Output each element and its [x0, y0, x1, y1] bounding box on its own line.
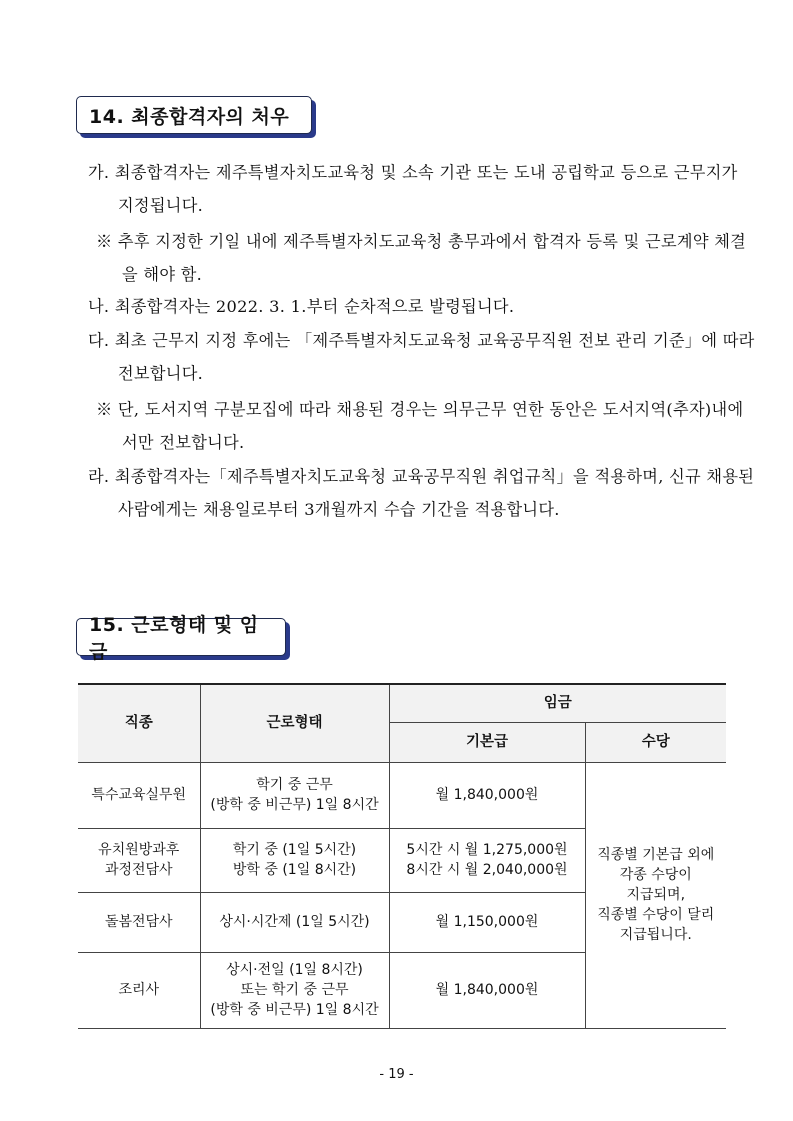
cell-text: 과정전담사	[104, 862, 173, 878]
cell-text: 조리사	[118, 982, 160, 998]
cell-text: 상시·전일 (1일 8시간)	[226, 962, 363, 978]
item-ra: 라. 최종합격자는「제주특별자치도교육청 교육공무직원 취업규칙」을 적용하며, 신규 채용된 사람에게는 채용일로부터 3개월까지 수습 기간을 적용합니다.	[88, 467, 755, 519]
cell-text: 월 1,840,000원	[435, 982, 539, 998]
cell-text: 직종별 수당이 달리	[597, 907, 715, 923]
cell-text: 유치원방과후	[98, 842, 180, 858]
cell-text: 월 1,840,000원	[435, 787, 539, 803]
job-cell	[78, 952, 200, 1028]
cell-text: 학기 중 근무	[256, 777, 333, 793]
pay-cell	[389, 892, 585, 952]
cell-text: 학기 중 (1일 5시간)	[232, 842, 357, 858]
table-row	[78, 762, 726, 828]
cell-text: 5시간 시 월 1,275,000원	[406, 842, 568, 858]
allowance-cell	[585, 762, 726, 1028]
job-cell	[78, 762, 200, 828]
job-cell	[78, 828, 200, 892]
pay-cell	[389, 952, 585, 1028]
cell-text: 월 1,150,000원	[435, 914, 539, 930]
note-registration: ※ 추후 지정한 기일 내에 제주특별자치도교육청 총무과에서 합격자 등록 및 근로계약 체결을 해야 함.	[96, 232, 747, 284]
cell-text: 방학 중 (1일 8시간)	[232, 862, 357, 878]
pay-cell	[389, 828, 585, 892]
cell-text: 돌봄전담사	[104, 914, 173, 930]
item-da: 다. 최초 근무지 지정 후에는 「제주특별자치도교육청 교육공무직원 전보 관리 기준」에 따라 전보합니다.	[88, 331, 755, 383]
cell-text: 지급됩니다.	[619, 927, 692, 943]
wage-table	[78, 683, 726, 1029]
cell-text: 상시·시간제 (1일 5시간)	[219, 914, 370, 930]
job-cell	[78, 892, 200, 952]
note-island-transfer: ※ 단, 도서지역 구분모집에 따라 채용된 경우는 의무근무 연한 동안은 도서지역(추자)내에서만 전보합니다.	[96, 400, 744, 452]
item-ga: 가. 최종합격자는 제주특별자치도교육청 및 소속 기관 또는 도내 공립학교 등으로 근무지가 지정됩니다.	[88, 163, 738, 215]
page-number: - 19 -	[379, 1067, 414, 1082]
section-15-heading: 15. 근로형태 및 임금	[76, 618, 286, 656]
work-cell	[200, 892, 389, 952]
section-14-heading: 14. 최종합격자의 처우	[76, 96, 312, 134]
header-job: 직종	[78, 684, 200, 762]
work-cell	[200, 952, 389, 1028]
cell-text: (방학 중 비근무) 1일 8시간	[210, 797, 379, 813]
header-work-type: 근로형태	[200, 684, 389, 762]
cell-text: 직종별 기본급 외에	[597, 847, 715, 863]
cell-text: 8시간 시 월 2,040,000원	[406, 862, 568, 878]
header-allowance: 수당	[585, 722, 726, 762]
item-na: 나. 최종합격자는 2022. 3. 1.부터 순차적으로 발령됩니다.	[88, 297, 515, 316]
cell-text: 특수교육실무원	[91, 787, 187, 803]
cell-text: 또는 학기 중 근무	[240, 982, 349, 998]
work-cell	[200, 828, 389, 892]
cell-text: (방학 중 비근무) 1일 8시간	[210, 1002, 379, 1018]
pay-cell	[389, 762, 585, 828]
header-wage: 임금	[389, 684, 726, 722]
cell-text: 지급되며,	[626, 887, 686, 903]
header-base-pay: 기본급	[389, 722, 585, 762]
cell-text: 각종 수당이	[619, 867, 692, 883]
work-cell	[200, 762, 389, 828]
